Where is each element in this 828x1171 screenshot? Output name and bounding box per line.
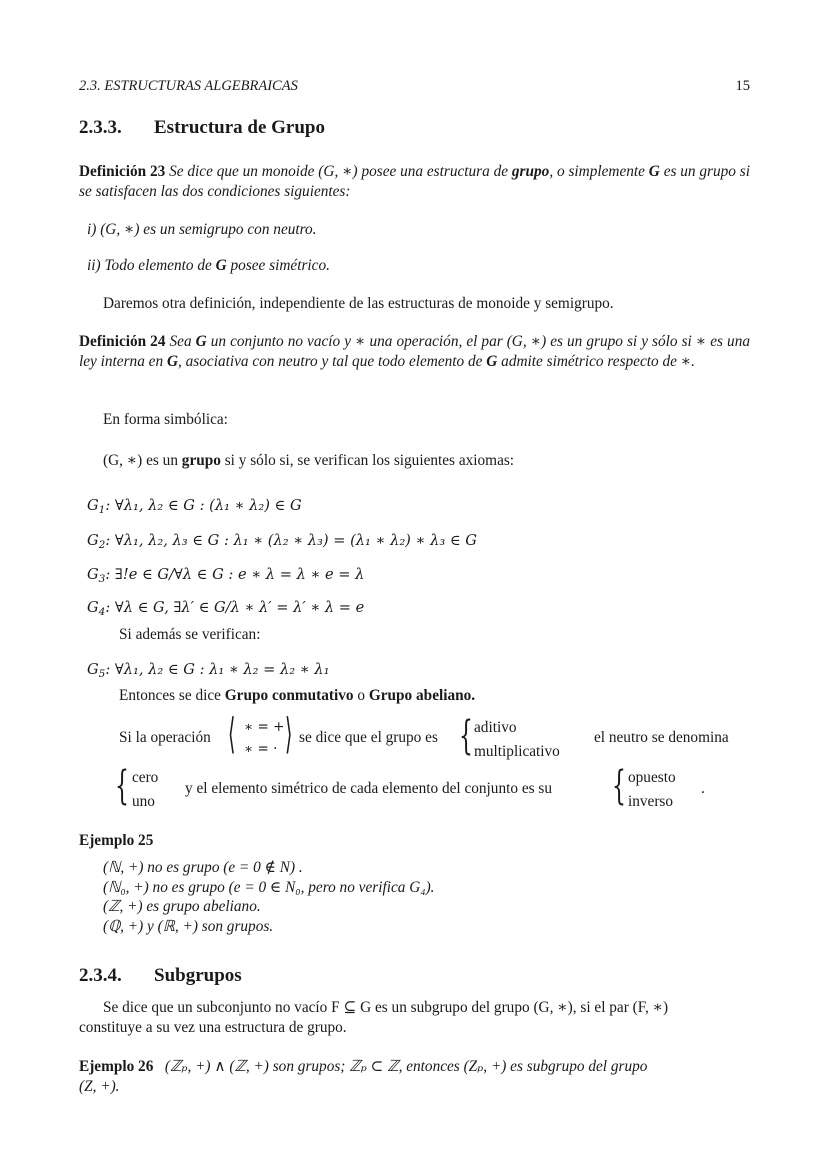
operation-options <box>244 716 284 760</box>
example-line: (ℕ, +) no es grupo (e = 0 ∉ N) . <box>103 859 303 876</box>
operation-times: ∗ = · <box>244 741 278 757</box>
axiom-G5 <box>87 660 329 680</box>
commutative-statement <box>119 686 475 706</box>
cond-ii-marker: ii) <box>87 257 101 274</box>
axiom-formula: : ∀λ₁, λ₂ ∈ G : (λ₁ ∗ λ₂) ∈ G <box>105 497 302 514</box>
neutral-names <box>132 766 158 814</box>
left-angle-bracket: ⟨ <box>228 709 236 758</box>
commutative-bold-1: Grupo conmutativo <box>224 687 354 704</box>
section-title: Estructura de Grupo <box>154 117 325 138</box>
subgroup-def-line1: Se dice que un subconjunto no vacío F ⊆ G es un subgrupo del grupo (G, ∗), si el par (F, ∗) <box>103 999 669 1016</box>
also-verified: Si además se verifican: <box>119 626 261 643</box>
axiom-subscript: 4 <box>98 606 106 618</box>
commutative-bold-2: Grupo abeliano. <box>368 687 476 704</box>
example-26 <box>79 1057 750 1097</box>
def23-text: Se dice que un monoide (G, ∗) posee una estructura de <box>169 163 509 180</box>
section-number: 2.3.4. <box>79 965 122 986</box>
axioms-intro <box>79 451 750 471</box>
def24-G2: G <box>166 353 178 370</box>
section-number: 2.3.3. <box>79 117 122 138</box>
left-brace: { <box>115 763 129 809</box>
name-inverso: inverso <box>628 793 674 810</box>
axiom-formula: : ∃!e ∈ G/∀λ ∈ G : e ∗ λ = λ ∗ e = λ <box>105 566 365 583</box>
name-multiplicativo: multiplicativo <box>474 743 560 760</box>
name-cero: cero <box>132 769 159 786</box>
def24-text-6: simétrico respecto de ∗. <box>546 353 695 370</box>
definition-label: Definición 23 <box>79 163 166 180</box>
example-26-line1 <box>79 1057 750 1077</box>
cond-ii-text: Todo elemento de <box>104 257 212 274</box>
axiom-name: G <box>87 497 99 514</box>
axiom-name: G <box>87 661 99 678</box>
symbolic-form: En forma simbólica: <box>103 411 228 428</box>
axiom-subscript: 3 <box>98 573 106 585</box>
condition-ii <box>87 256 330 276</box>
axiom-G4 <box>87 598 364 618</box>
symmetric-names <box>628 766 676 814</box>
condition-i <box>87 220 317 240</box>
section-heading-grupo <box>79 116 325 140</box>
name-opuesto: opuesto <box>628 769 676 786</box>
axiom-formula: : ∀λ ∈ G, ∃λ′ ∈ G/λ ∗ λ′ = λ′ ∗ λ = e <box>105 599 365 616</box>
def23-G: G <box>648 163 660 180</box>
subgroup-definition <box>79 998 750 1038</box>
axiom-G1 <box>87 496 302 516</box>
def23-line2: es un grupo si se satisfacen las dos condiciones siguientes: <box>79 163 750 200</box>
def24-text-1: Sea <box>169 333 192 350</box>
page-number: 15 <box>735 78 750 94</box>
axiom-subscript: 1 <box>98 504 106 516</box>
example-line: (ℤ, +) es grupo abeliano. <box>103 898 261 915</box>
axiom-subscript: 2 <box>98 539 106 551</box>
name-uno: uno <box>132 793 155 810</box>
right-angle-bracket: ⟩ <box>285 709 293 758</box>
example-line: (ℕ₀, +) no es grupo (e = 0 ∈ N₀, pero no verifica G₄). <box>103 878 435 896</box>
axiom-subscript: 5 <box>98 668 106 680</box>
example-26-label: Ejemplo 26 <box>79 1058 154 1075</box>
axioms-intro-a: (G, ∗) es un <box>103 452 178 469</box>
axioms-intro-b: si y sólo si, se verifican los siguientes axiomas: <box>224 452 515 469</box>
cond-i-text: (G, ∗) es un semigrupo con neutro. <box>100 221 317 238</box>
subgroup-def-line2: constituye a su vez una estructura de grupo. <box>79 1019 347 1036</box>
section-title: Subgrupos <box>154 965 242 986</box>
commutative-text: Entonces se dice <box>119 687 221 704</box>
group-names <box>474 716 560 764</box>
def23-text-end: , o simplemente <box>549 163 645 180</box>
axiom-G2 <box>87 531 477 551</box>
def24-text-4: , asociativa con neutro y tal que todo elemento de <box>178 353 483 370</box>
axiom-formula: : ∀λ₁, λ₂, λ₃ ∈ G : λ₁ ∗ (λ₂ ∗ λ₃) = (λ₁ ∗ λ₂) ∗ λ₃ ∈ G <box>105 532 477 549</box>
def24-text-2: un conjunto no vacío y ∗ una operación, el par (G, ∗) es un grupo si y <box>210 333 648 350</box>
example-25-label: Ejemplo 25 <box>79 832 154 849</box>
running-head <box>79 76 750 96</box>
example-26-text: (ℤₚ, +) ∧ (ℤ, +) son grupos; ℤₚ ⊂ ℤ, entonces (Zₚ, +) es subgrupo del grupo <box>164 1058 648 1075</box>
axioms-intro-bold: grupo <box>181 452 221 469</box>
left-brace: { <box>612 763 626 809</box>
cond-ii-G: G <box>215 257 227 274</box>
commutative-or: o <box>357 687 366 704</box>
axiom-name: G <box>87 566 99 583</box>
example-25-lines <box>103 858 435 936</box>
example-line: (ℚ, +) y (ℝ, +) son grupos. <box>103 917 274 935</box>
symmetric-text: y el elemento simétrico de cada elemento del conjunto es su <box>185 780 552 797</box>
operation-plus: ∗ = + <box>244 719 285 735</box>
left-brace: { <box>459 713 473 759</box>
cond-ii-text-end: posee simétrico. <box>230 257 330 274</box>
def23-bold-grupo: grupo <box>511 163 550 180</box>
definition-23 <box>79 162 750 202</box>
def24-G3: G <box>486 353 498 370</box>
def24-G1: G <box>195 333 207 350</box>
section-heading-subgrupos <box>79 964 242 988</box>
def24-text-5: admite <box>501 353 543 370</box>
example-26-line2: (Z, +). <box>79 1078 120 1095</box>
name-aditivo: aditivo <box>474 719 517 736</box>
axiom-G3 <box>87 565 364 585</box>
group-is-text: se dice que el grupo es <box>299 729 438 746</box>
sentence-period: . <box>701 780 705 797</box>
cond-i-marker: i) <box>87 221 97 238</box>
def24-text-3: sólo si ∗ es una ley interna en <box>79 333 750 370</box>
other-definition-note: Daremos otra definición, independiente de las estructuras de monoide y semigrupo. <box>103 295 614 312</box>
neutral-called: el neutro se denomina <box>594 729 729 746</box>
definition-label: Definición 24 <box>79 333 166 350</box>
axiom-name: G <box>87 599 99 616</box>
axiom-formula: : ∀λ₁, λ₂ ∈ G : λ₁ ∗ λ₂ = λ₂ ∗ λ₁ <box>105 661 330 678</box>
axiom-name: G <box>87 532 99 549</box>
operation-intro: Si la operación <box>119 729 211 746</box>
running-title: 2.3. ESTRUCTURAS ALGEBRAICAS <box>79 78 298 94</box>
definition-24 <box>79 332 750 372</box>
